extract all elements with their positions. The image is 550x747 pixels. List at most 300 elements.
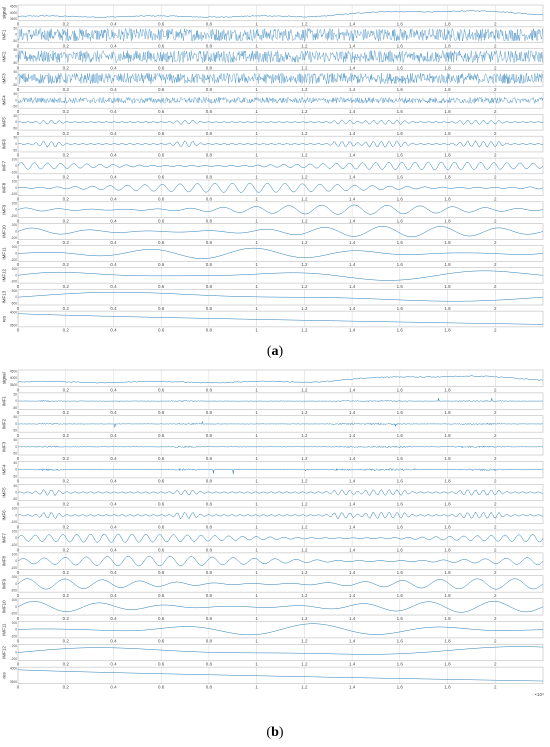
ytick-label: 500: [11, 288, 17, 293]
xtick-label: 0.4: [110, 615, 117, 621]
subplot-imf8: [1, 179, 543, 201]
xtick-label: 2: [494, 196, 497, 202]
ylabel-imf8: IMF8: [1, 555, 7, 567]
xtick-label: 1.2: [301, 501, 308, 507]
xtick-label: 1.4: [348, 152, 356, 158]
xtick-label: 0.4: [110, 21, 117, 27]
xtick-label: 1.8: [444, 638, 451, 644]
xtick-label: 1.2: [301, 638, 308, 644]
ylabel-imf7: IMF7: [1, 533, 7, 544]
xtick-label: 0.2: [62, 501, 69, 507]
xtick-label: 0.2: [62, 684, 69, 690]
xtick-label: 2: [494, 661, 497, 667]
xtick-label: 1: [255, 684, 258, 690]
xtick-label: 1.6: [396, 661, 403, 667]
xtick-label: 0.2: [62, 21, 69, 27]
ytick-label: -100: [10, 520, 17, 525]
xtick-label: 0.2: [62, 387, 69, 393]
axes-frame: [18, 644, 543, 660]
ytick-label: 0: [15, 467, 17, 472]
series-line-signal: [18, 10, 543, 17]
xtick-label: 0: [16, 21, 20, 27]
ytick-label: -200: [10, 611, 17, 616]
ytick-label: 0: [15, 98, 17, 103]
ytick-label: 100: [11, 157, 17, 162]
xtick-label: 0.8: [205, 87, 213, 93]
subplot-imf13: [1, 289, 543, 311]
xtick-label: 1.6: [396, 684, 403, 690]
ylabel-imf4: IMF4: [1, 464, 7, 475]
xtick-label: 0.6: [158, 43, 165, 49]
subplot-imf3: [2, 70, 543, 92]
xtick-label: 0.2: [62, 218, 69, 224]
xtick-label: 0.4: [110, 684, 117, 690]
panel-b: [1, 370, 544, 698]
ytick-label: 0: [15, 650, 17, 655]
xtick-label: 2: [494, 262, 497, 268]
xtick-label: 1: [255, 21, 258, 27]
xtick-label: 1.2: [301, 240, 308, 246]
xtick-label: 0.8: [205, 240, 213, 246]
xtick-label: 1.8: [444, 174, 451, 180]
xtick-label: 1: [255, 87, 258, 93]
ytick-label: 0: [15, 444, 17, 449]
ylabel-signal: signal: [1, 6, 7, 19]
xtick-label: 1.8: [444, 130, 451, 136]
xtick-label: 0.8: [205, 455, 213, 461]
xtick-label: 2: [494, 65, 497, 71]
xtick-label: 1.6: [396, 196, 403, 202]
subplot-res: [2, 667, 543, 690]
xtick-label: 0.6: [158, 684, 165, 690]
xtick-label: 0.2: [62, 305, 69, 311]
xtick-label: 1.6: [396, 410, 403, 416]
xtick-label: 0.6: [158, 547, 165, 553]
xtick-label: 0.2: [62, 240, 69, 246]
xtick-label: 0: [16, 684, 20, 690]
xtick-label: 1.8: [444, 432, 451, 438]
xtick-label: 1.8: [444, 327, 451, 333]
xtick-label: 0.2: [62, 432, 69, 438]
ytick-label: 4000: [9, 666, 17, 671]
ytick-label: 4000: [9, 310, 17, 315]
xtick-label: 0.6: [158, 240, 165, 246]
xtick-label: 2: [494, 152, 497, 158]
subplot-imf8: [1, 552, 543, 575]
xtick-label: 1.8: [444, 87, 451, 93]
xtick-label: 0.8: [205, 615, 213, 621]
xtick-label: 1.4: [348, 262, 356, 268]
ylabel-imf5: IMF5: [1, 487, 7, 498]
ytick-label: 0: [15, 627, 17, 632]
ytick-label: -200: [10, 657, 17, 662]
series-line-imf13: [18, 292, 543, 301]
ytick-label: 0: [15, 251, 17, 256]
xtick-label: 1.4: [348, 638, 356, 644]
xtick-label: 1.8: [444, 592, 451, 598]
ytick-label: 0: [15, 421, 17, 426]
ylabel-res: res: [1, 672, 7, 679]
ylabel-signal: signal: [1, 372, 7, 385]
series-line-imf6: [18, 512, 543, 519]
xtick-label: 2: [494, 432, 497, 438]
subplot-imf2: [1, 48, 543, 70]
xtick-label: 1.2: [301, 547, 308, 553]
xtick-label: 1.6: [396, 455, 403, 461]
xtick-label: 1.8: [444, 109, 451, 115]
xtick-label: 0.2: [62, 615, 69, 621]
ytick-label: -50: [12, 497, 17, 502]
xtick-label: 2: [494, 592, 497, 598]
ytick-label: 4000: [9, 10, 17, 15]
xtick-label: 1.4: [348, 240, 356, 246]
xtick-label: 1: [255, 218, 258, 224]
xtick-label: 1.6: [396, 387, 403, 393]
xtick-label: 1.2: [301, 410, 308, 416]
ylabel-imf11: IMF11: [1, 623, 7, 636]
caption-b: (b): [266, 725, 284, 740]
ylabel-imf6: IMF6: [1, 138, 7, 150]
ytick-label: 0: [15, 490, 17, 495]
xtick-label: 1.4: [348, 387, 356, 393]
ytick-label: 0: [15, 559, 17, 564]
axes-frame: [18, 267, 543, 283]
xtick-label: 1.2: [301, 615, 308, 621]
series-line-imf10: [18, 226, 543, 237]
xtick-label: 0.4: [110, 410, 117, 416]
ytick-label: -100: [10, 542, 17, 547]
xtick-label: 1.4: [348, 87, 356, 93]
axes-frame: [18, 311, 543, 327]
subplot-imf9: [2, 201, 543, 223]
ytick-label: 50: [13, 113, 17, 118]
xtick-label: 2: [494, 638, 497, 644]
xtick-label: 1.6: [396, 501, 403, 507]
xtick-label: 0.6: [158, 327, 165, 333]
ytick-label: 4500: [9, 369, 17, 374]
xtick-label: 0.8: [205, 592, 213, 598]
xtick-label: 1.2: [301, 152, 308, 158]
ytick-label: -100: [10, 565, 17, 570]
xtick-label: 0: [16, 65, 20, 71]
xtick-label: 1.2: [301, 661, 308, 667]
xtick-label: 0.4: [110, 638, 117, 644]
ytick-label: 0: [15, 581, 17, 586]
xtick-label: 1.2: [301, 262, 308, 268]
ytick-label: 200: [11, 201, 17, 206]
xtick-label: 1.2: [301, 130, 308, 136]
xtick-label: 2: [494, 387, 497, 393]
xtick-label: 0.2: [62, 570, 69, 576]
xtick-label: 0.4: [110, 524, 117, 530]
series-line-imf2: [18, 421, 543, 427]
series-line-imf4: [18, 97, 543, 103]
xtick-label: 2: [494, 130, 497, 136]
series-line-imf1: [18, 398, 543, 402]
xtick-label: 0: [16, 262, 20, 268]
ytick-label: 200: [11, 643, 17, 648]
xtick-label: 0.2: [62, 524, 69, 530]
xtick-label: 0.6: [158, 305, 165, 311]
xtick-label: 2: [494, 240, 497, 246]
xtick-label: 0.2: [62, 109, 69, 115]
axes-frame: [18, 92, 543, 108]
ytick-label: 50: [13, 460, 17, 465]
xtick-label: 1.8: [444, 283, 451, 289]
xtick-label: 1.2: [301, 43, 308, 49]
ytick-label: 3500: [9, 382, 17, 387]
ytick-label: 0: [15, 120, 17, 125]
xtick-label: 1.2: [301, 432, 308, 438]
xtick-label: 0.8: [205, 478, 213, 484]
subplot-imf7: [1, 530, 543, 553]
xtick-label: 0.8: [205, 130, 213, 136]
xtick-label: 0.4: [110, 432, 117, 438]
series-line-imf10: [18, 601, 543, 612]
xtick-label: 0: [16, 109, 20, 115]
xtick-label: 0.6: [158, 410, 165, 416]
xtick-label: 1.8: [444, 570, 451, 576]
xtick-label: 0: [16, 387, 20, 393]
caption-a: (a): [266, 344, 284, 359]
ytick-label: 4500: [9, 4, 17, 9]
series-line-imf4: [18, 468, 543, 474]
xtick-label: 1.8: [444, 65, 451, 71]
ytick-label: -50: [12, 148, 17, 153]
xtick-label: 1.4: [348, 65, 356, 71]
subplot-imf4: [1, 461, 543, 484]
xtick-label: 1: [255, 661, 258, 667]
xtick-label: 0.6: [158, 21, 165, 27]
xtick-label: 0.2: [62, 283, 69, 289]
xtick-label: 1.4: [348, 570, 356, 576]
xtick-label: 2: [494, 524, 497, 530]
axes-frame: [18, 370, 543, 386]
xtick-label: 1.8: [444, 43, 451, 49]
xtick-label: 0.8: [205, 262, 213, 268]
subplot-imf10: [1, 223, 543, 245]
subplot-imf5: [1, 114, 543, 136]
ytick-label: -200: [10, 588, 17, 593]
xtick-label: 0.8: [205, 684, 213, 690]
xtick-label: 1.6: [396, 240, 403, 246]
series-line-signal: [18, 376, 543, 383]
ylabel-imf7: IMF7: [1, 160, 7, 172]
xtick-label: 1.8: [444, 240, 451, 246]
xtick-label: 1.8: [444, 684, 451, 690]
xtick-label: 0.4: [110, 305, 117, 311]
xtick-label: 1.4: [348, 196, 356, 202]
xtick-label: 2: [494, 43, 497, 49]
xtick-label: 0.6: [158, 501, 165, 507]
ytick-label: 50: [13, 48, 17, 53]
subplot-imf12: [2, 267, 543, 289]
series-line-res: [18, 314, 543, 325]
xtick-label: 1.6: [396, 638, 403, 644]
xtick-label: 1: [255, 638, 258, 644]
ytick-label: 100: [11, 529, 17, 534]
ytick-label: 0: [15, 604, 17, 609]
xtick-label: 1: [255, 174, 258, 180]
xtick-label: 1.6: [396, 130, 403, 136]
xtick-label: 1: [255, 615, 258, 621]
xtick-label: 0: [16, 240, 20, 246]
ytick-label: -200: [10, 257, 17, 262]
xtick-label: 1.4: [348, 615, 356, 621]
xtick-label: 0.8: [205, 283, 213, 289]
subplot-imf10: [2, 598, 544, 621]
xtick-label: 1.4: [348, 43, 356, 49]
series-line-imf11: [18, 624, 543, 635]
xtick-label: 1.2: [301, 218, 308, 224]
xtick-label: 0.4: [110, 109, 117, 115]
xtick-label: 1: [255, 43, 258, 49]
ytick-label: -200: [10, 634, 17, 639]
ylabel-res: res: [1, 315, 7, 323]
series-line-imf8: [18, 183, 543, 192]
xtick-label: 1.8: [444, 152, 451, 158]
xtick-label: 1.6: [396, 21, 403, 27]
subplot-imf6: [2, 136, 543, 158]
xtick-label: 1.2: [301, 327, 308, 333]
xtick-label: 1.8: [444, 661, 451, 667]
xtick-label: 1: [255, 547, 258, 553]
ytick-label: 0: [15, 513, 17, 518]
series-line-imf3: [18, 446, 543, 448]
xtick-label: 0.8: [205, 661, 213, 667]
ylabel-imf5: IMF5: [1, 117, 7, 128]
xtick-label: 0.6: [158, 432, 165, 438]
ytick-label: -500: [10, 301, 17, 306]
panel-a: [1, 5, 543, 333]
subplot-signal: [1, 370, 543, 393]
xtick-label: 0.6: [158, 65, 165, 71]
xtick-label: 1.4: [348, 21, 356, 27]
ytick-label: 100: [11, 179, 17, 184]
xtick-label: 1.2: [301, 305, 308, 311]
xtick-label: 1.8: [444, 615, 451, 621]
ylabel-imf1: IMF1: [1, 29, 7, 40]
ytick-label: -200: [10, 214, 17, 219]
xtick-label: 2: [494, 478, 497, 484]
series-line-imf7: [18, 162, 543, 170]
xtick-label: 0.8: [205, 387, 213, 393]
xtick-label: 1.2: [301, 109, 308, 115]
xtick-label: 0.8: [205, 410, 213, 416]
xtick-label: 0.4: [110, 196, 117, 202]
xtick-label: 1: [255, 262, 258, 268]
xtick-label: 0.4: [110, 130, 117, 136]
xtick-label: 2: [494, 455, 497, 461]
xtick-label: 0: [16, 615, 20, 621]
ytick-label: 200: [11, 223, 17, 228]
xtick-label: 0.4: [110, 455, 117, 461]
xtick-label: 0.4: [110, 327, 117, 333]
xtick-label: 1: [255, 283, 258, 289]
ytick-label: 4000: [9, 376, 17, 381]
subplot-imf7: [1, 158, 543, 180]
xtick-label: 0.4: [110, 174, 117, 180]
xtick-label: 0.8: [205, 43, 213, 49]
xtick-label: 0.2: [62, 410, 69, 416]
caption-a-letter: a: [271, 344, 279, 359]
ytick-label: 0: [15, 295, 17, 300]
xtick-label: 0.8: [205, 638, 213, 644]
xtick-label: 1.2: [301, 524, 308, 530]
xtick-label: 1: [255, 501, 258, 507]
xtick-label: 0.6: [158, 478, 165, 484]
xtick-label: 0.8: [205, 65, 213, 71]
xtick-label: 0.8: [205, 305, 213, 311]
xtick-label: 0: [16, 196, 20, 202]
ytick-label: -50: [12, 60, 17, 65]
ytick-label: 50: [13, 91, 17, 96]
xtick-label: 0: [16, 152, 20, 158]
subplot-imf5: [2, 484, 543, 507]
xtick-label: 1: [255, 327, 258, 333]
series-line-imf11: [18, 248, 543, 258]
xtick-label: 2: [494, 501, 497, 507]
xtick-label: 0.8: [205, 432, 213, 438]
xtick-label: 1: [255, 478, 258, 484]
xtick-label: 0: [16, 130, 20, 136]
xtick-label: 2: [494, 410, 497, 416]
xtick-label: 0.6: [158, 661, 165, 667]
series-line-imf2: [18, 51, 543, 63]
xtick-label: 2: [494, 174, 497, 180]
ylabel-imf2: IMF2: [1, 51, 7, 62]
xtick-label: 1.2: [301, 174, 308, 180]
series-line-imf6: [18, 141, 543, 148]
ytick-label: -100: [10, 192, 17, 197]
xtick-label: 1: [255, 152, 258, 158]
ytick-label: 0: [15, 185, 17, 190]
series-line-imf12: [18, 647, 543, 655]
xtick-label: 1.4: [348, 283, 356, 289]
series-line-imf5: [18, 120, 543, 125]
series-line-res: [18, 670, 543, 681]
ytick-label: 100: [11, 506, 17, 511]
xtick-label: 0.4: [110, 501, 117, 507]
xtick-label: 1.4: [348, 592, 356, 598]
xtick-label: 2: [494, 109, 497, 115]
xtick-label: 0.8: [205, 570, 213, 576]
xtick-label: 1.8: [444, 218, 451, 224]
xtick-label: 2: [494, 570, 497, 576]
xtick-label: 1: [255, 305, 258, 311]
xtick-label: 2: [494, 327, 497, 333]
xtick-label: 1.4: [348, 478, 356, 484]
subplot-imf9: [2, 575, 543, 598]
xtick-label: 1.6: [396, 262, 403, 268]
ylabel-imf3: IMF3: [1, 441, 7, 452]
ytick-label: 0: [15, 142, 17, 147]
xtick-label: 1.6: [396, 87, 403, 93]
xtick-label: 1.4: [348, 327, 356, 333]
xtick-label: 0.2: [62, 196, 69, 202]
xtick-label: 0.6: [158, 455, 165, 461]
xtick-label: 1.4: [348, 109, 356, 115]
xtick-label: 1: [255, 524, 258, 530]
ytick-label: -50: [12, 474, 17, 479]
xtick-label: 0: [16, 455, 20, 461]
xtick-label: 0: [16, 478, 20, 484]
xtick-label: 0: [16, 501, 20, 507]
ytick-label: -50: [12, 104, 17, 109]
xtick-label: 0.4: [110, 152, 117, 158]
xtick-label: 1: [255, 432, 258, 438]
xtick-label: 1.2: [301, 478, 308, 484]
